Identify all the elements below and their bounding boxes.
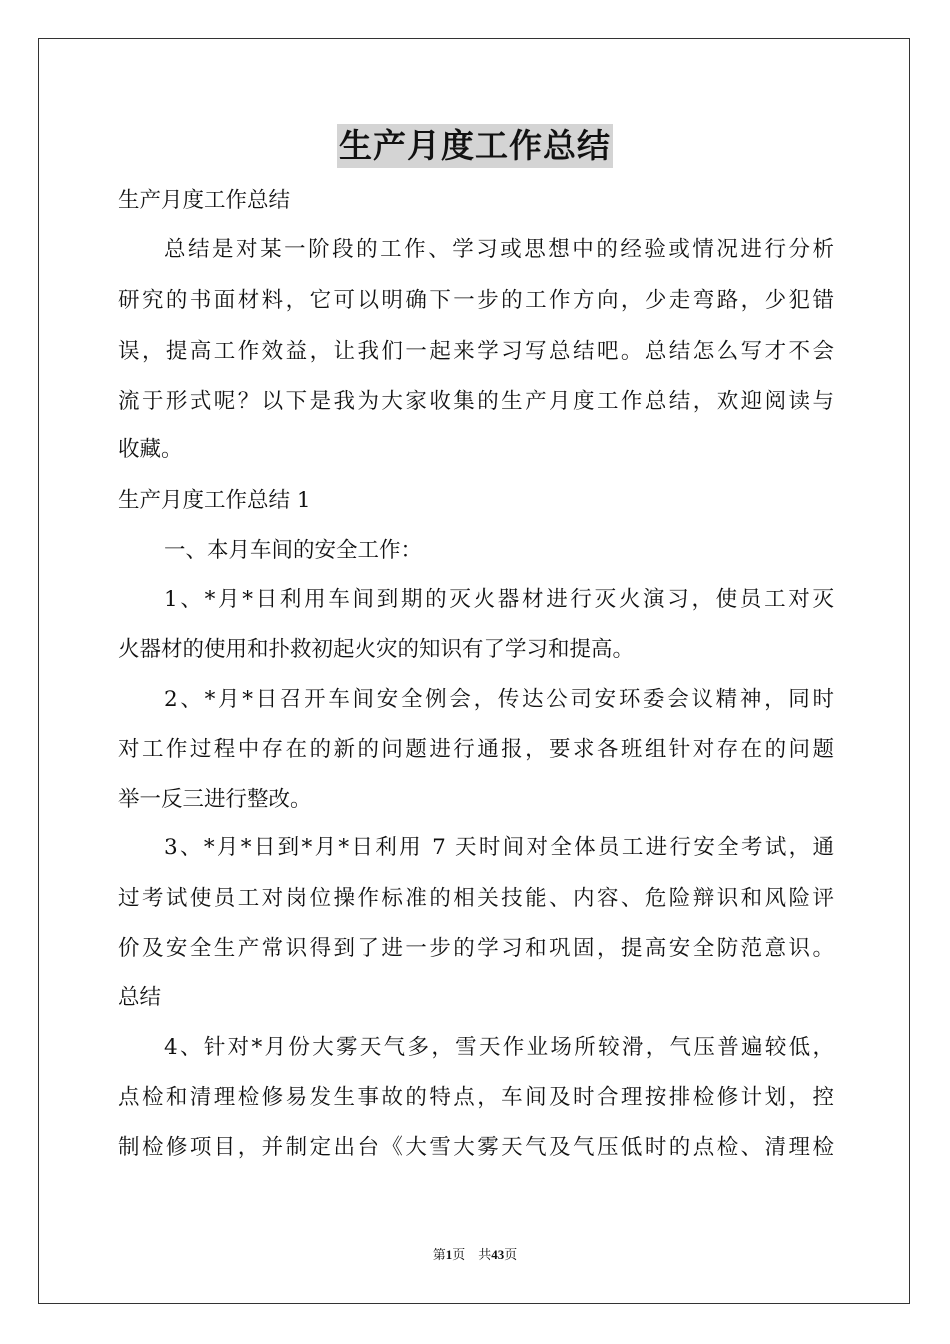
body-line: 3、*月*日到*月*日利用 7 天时间对全体员工进行安全考试，通 [164,835,834,860]
body-line: 过考试使员工对岗位操作标准的相关技能、内容、危险辩识和风险评 [118,886,834,911]
body-line: 4、针对*月份大雾天气多，雪天作业场所较滑，气压普遍较低， [164,1035,834,1060]
body-line: 一、本月车间的安全工作： [164,538,423,563]
body-line: 研究的书面材料，它可以明确下一步的工作方向，少走弯路，少犯错 [118,288,834,313]
page-mid: 页 共 [452,1247,492,1262]
body-line: 1、*月*日利用车间到期的灭火器材进行灭火演习，使员工对灭 [164,587,834,612]
document-title [0,124,950,168]
body-line: 对工作过程中存在的新的问题进行通报，要求各班组针对存在的问题 [118,737,834,762]
page-footer [0,1246,950,1264]
section-heading: 生产月度工作总结 1 [118,488,311,513]
body-line: 总结是对某一阶段的工作、学习或思想中的经验或情况进行分析 [164,237,834,262]
body-line: 点检和清理检修易发生事故的特点，车间及时合理按排检修计划，控 [118,1085,834,1110]
body-line: 价及安全生产常识得到了进一步的学习和巩固，提高安全防范意识。 [118,936,834,961]
body-line: 火器材的使用和扑救初起火灾的知识有了学习和提高。 [118,637,635,662]
body-line: 流于形式呢？以下是我为大家收集的生产月度工作总结，欢迎阅读与 [118,389,834,414]
body-line: 收藏。 [118,437,183,462]
subtitle-line: 生产月度工作总结 [118,188,291,213]
page-prefix: 第 [432,1247,446,1262]
body-line: 2、*月*日召开车间安全例会，传达公司安环委会议精神，同时 [164,687,834,712]
body-line: 举一反三进行整改。 [118,787,312,812]
body-line: 总结 [118,985,162,1010]
page-suffix: 页 [504,1247,518,1262]
body-line: 误，提高工作效益，让我们一起来学习写总结吧。总结怎么写才不会 [118,339,834,364]
page-border [38,38,910,1304]
page-current: 1 [445,1247,453,1262]
document-title-text: 生产月度工作总结 [337,124,613,168]
page-total: 43 [491,1247,505,1262]
body-line: 制检修项目，并制定出台《大雪大雾天气及气压低时的点检、清理检 [118,1135,834,1160]
